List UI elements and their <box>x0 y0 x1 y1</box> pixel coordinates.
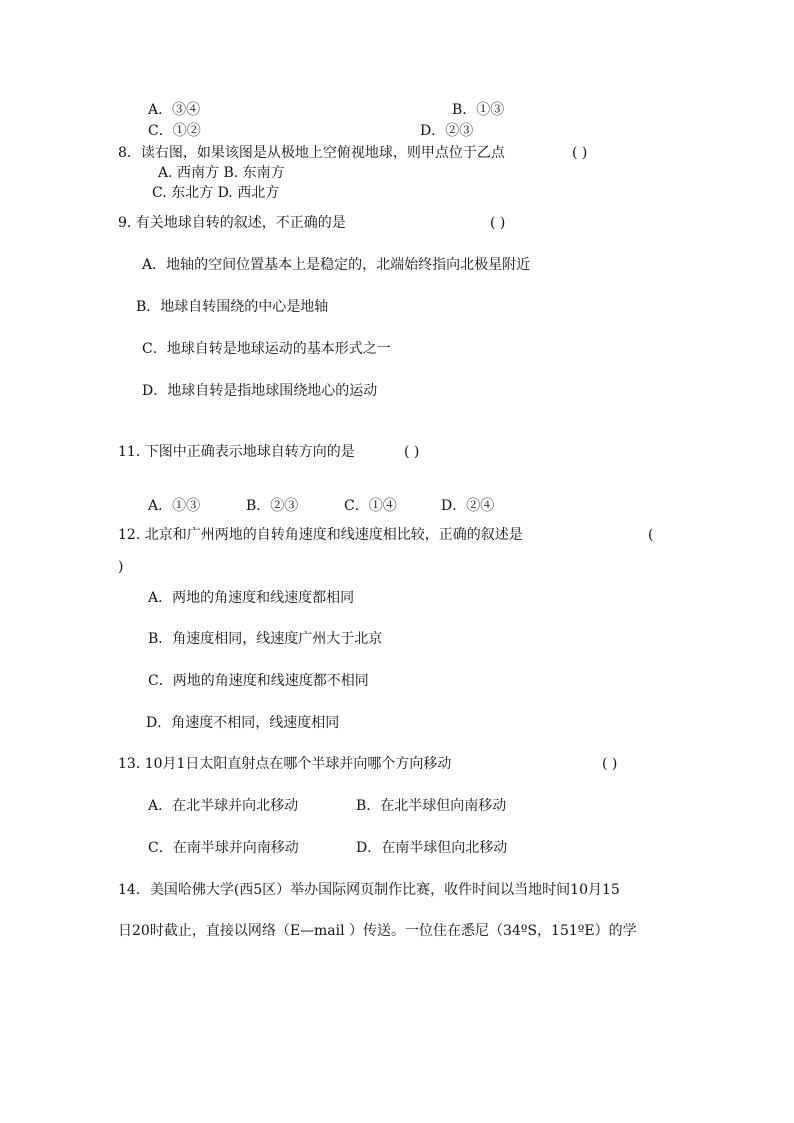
q13-option-b: B．在北半球但向南移动 <box>356 798 507 814</box>
q12-answer-paren-open: ( <box>648 527 654 543</box>
q8-stem: 8．读右图，如果该图是从极地上空俯视地球，则甲点位于乙点 <box>118 145 505 161</box>
q9-stem: 9. 有关地球自转的叙述，不正确的是 <box>118 215 346 231</box>
q9-answer-paren: ( ) <box>490 215 506 231</box>
q11-option-c: C．①④ <box>344 498 397 514</box>
q8-options-row1: A. 西南方 B. 东南方 <box>158 165 285 181</box>
q12-option-d: D．角速度不相同，线速度相同 <box>146 715 340 731</box>
q9-option-a: A．地轴的空间位置基本上是稳定的，北端始终指向北极星附近 <box>142 257 531 273</box>
q11-option-d: D．②④ <box>441 498 495 514</box>
q12-option-c: C．两地的角速度和线速度都不相同 <box>148 673 369 689</box>
q13-option-c: C．在南半球并向南移动 <box>148 840 299 856</box>
q12-option-a: A．两地的角速度和线速度都相同 <box>148 590 355 606</box>
q12-stem: 12. 北京和广州两地的自转角速度和线速度相比较，正确的叙述是 <box>118 527 523 543</box>
q11-stem: 11. 下图中正确表示地球自转方向的是 <box>118 444 355 460</box>
q9-option-d: D．地球自转是指地球围绕地心的运动 <box>142 383 378 399</box>
q14-line1: 14．美国哈佛大学(西5区）举办国际网页制作比赛，收件时间以当地时间10月15 <box>118 882 620 898</box>
q11-option-a: A．①③ <box>148 498 201 514</box>
q8-answer-paren: ( ) <box>572 145 588 161</box>
q11-answer-paren: ( ) <box>404 444 420 460</box>
q11-option-b: B．②③ <box>246 498 299 514</box>
q13-answer-paren: ( ) <box>602 756 618 772</box>
q13-option-a: A．在北半球并向北移动 <box>148 798 299 814</box>
q13-option-d: D．在南半球但向北移动 <box>356 840 508 856</box>
q12-option-b: B．角速度相同，线速度广州大于北京 <box>148 631 383 647</box>
q14-line2: 日20时截止，直接以网络（E—mail ）传送。一位住在悉尼（34ºS，151ºE）的学 <box>118 923 637 939</box>
q13-stem: 13. 10月1日太阳直射点在哪个半球并向哪个方向移动 <box>118 756 452 772</box>
q8-options-row2: C. 东北方 D. 西北方 <box>152 185 280 201</box>
q7-option-d: D．②③ <box>420 123 474 139</box>
q9-option-c: C．地球自转是地球运动的基本形式之一 <box>142 341 391 357</box>
q9-option-b: B．地球自转围绕的中心是地轴 <box>136 299 329 315</box>
q7-option-a: A．③④ <box>148 102 201 118</box>
q7-option-c: C．①② <box>148 123 201 139</box>
q7-option-b: B．①③ <box>452 102 505 118</box>
q12-answer-paren-close: ) <box>118 559 124 575</box>
